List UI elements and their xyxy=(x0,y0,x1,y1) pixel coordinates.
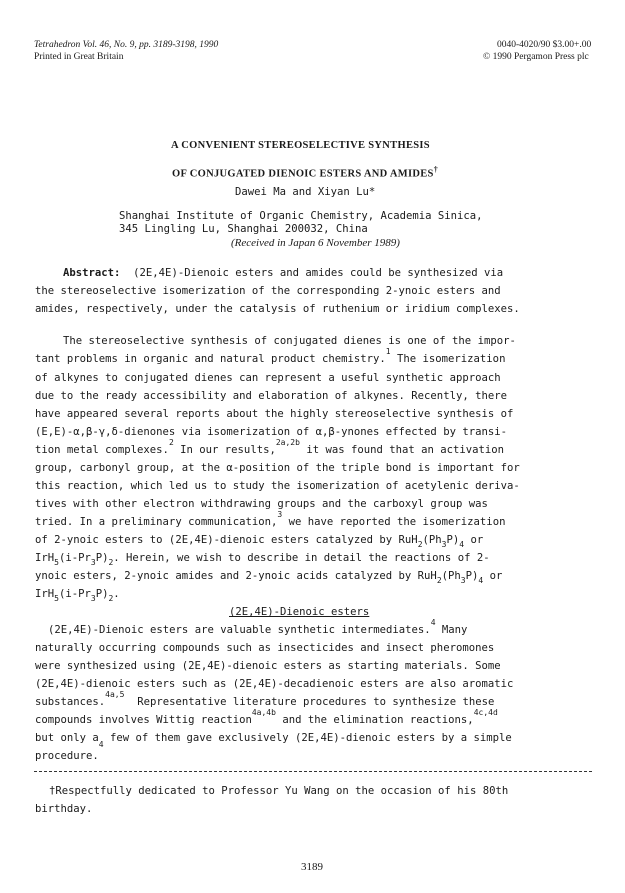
abstract-line-2: the stereoselective isomerization of the corresponding 2-ynoic esters and xyxy=(35,285,501,297)
ref-4c-4d: 4c,4d xyxy=(473,708,498,717)
intro-line-12-d: or xyxy=(470,534,484,546)
intro-line-15-c: P) xyxy=(95,588,109,600)
section-line-7-b: few of them gave exclusively (2E,4E)-dienoic esters by a simple xyxy=(110,732,512,744)
ref-4: 4 xyxy=(430,618,436,627)
ref-4a-4b: 4a,4b xyxy=(251,708,276,717)
printed-in: Printed in Great Britain xyxy=(34,52,124,62)
intro-line-6: (E,E)-α,β-γ,δ-dienones via isomerization of α,β-ynones effected by transi- xyxy=(35,426,507,438)
intro-line-7-c: it was found that an activation xyxy=(306,444,505,456)
ref-2a-2b: 2a,2b xyxy=(275,438,300,447)
sub-5: 5 xyxy=(54,558,59,567)
intro-line-3: of alkynes to conjugated dienes can represent a useful synthetic approach xyxy=(35,372,501,384)
intro-line-12-b: (Ph xyxy=(422,534,442,546)
footnote-line-1: †Respectfully dedicated to Professor Yu Wang on the occasion of his 80th xyxy=(49,785,509,797)
sub-3: 3 xyxy=(441,540,447,549)
abstract-line-3: amides, respectively, under the catalysis of ruthenium or iridium complexes. xyxy=(35,303,520,315)
journal-citation: Tetrahedron Vol. 46, No. 9, pp. 3189-3198, 1990 xyxy=(34,40,219,50)
section-line-2: naturally occurring compounds such as insecticides and insect pheromones xyxy=(35,642,495,654)
section-line-5 xyxy=(35,690,495,708)
section-line-5-b: Representative literature procedures to synthesize these xyxy=(137,696,495,708)
intro-line-15-d: . xyxy=(113,588,120,600)
ref-4-low: 4 xyxy=(98,740,104,749)
abstract-line-1 xyxy=(63,267,503,279)
intro-line-5: have appeared several reports about the highly stereoselective synthesis of xyxy=(35,408,514,420)
ref-1: 1 xyxy=(385,347,391,356)
intro-line-15-a: IrH xyxy=(35,588,55,600)
section-line-6-b: and the elimination reactions, xyxy=(282,714,474,726)
footnote-divider xyxy=(34,771,592,772)
affiliation-line-1: Shanghai Institute of Organic Chemistry, Academia Sinica, xyxy=(119,210,483,222)
intro-line-2-end: The isomerization xyxy=(397,353,506,365)
intro-line-2-text: tant problems in organic and natural product chemistry. xyxy=(35,353,386,365)
section-line-6-a: compounds involves Wittig reaction xyxy=(35,714,252,726)
sub-3: 3 xyxy=(90,558,96,567)
ref-2: 2 xyxy=(168,438,174,447)
title-dagger: † xyxy=(433,165,439,174)
section-line-1 xyxy=(48,618,468,636)
intro-line-12-c: P) xyxy=(446,534,460,546)
intro-line-12 xyxy=(35,534,484,549)
intro-line-15-b: (i-Pr xyxy=(58,588,91,600)
ref-4a-5: 4a,5 xyxy=(105,690,125,699)
copyright: © 1990 Pergamon Press plc xyxy=(483,52,589,62)
section-line-7 xyxy=(35,732,512,749)
ref-3: 3 xyxy=(277,510,283,519)
intro-line-11-a: tried. In a preliminary communication, xyxy=(35,516,278,528)
authors: Dawei Ma and Xiyan Lu* xyxy=(235,186,376,198)
section-line-4: (2E,4E)-dienoic esters such as (2E,4E)-decadienoic esters are also aromatic xyxy=(35,678,514,690)
footnote-line-2: birthday. xyxy=(35,803,93,815)
price-code: 0040-4020/90 $3.00+.00 xyxy=(497,40,592,50)
sub-2: 2 xyxy=(108,558,114,567)
intro-line-7 xyxy=(35,438,505,456)
intro-line-14-b: (Ph xyxy=(441,570,461,582)
intro-line-12-a: of 2-ynoic esters to (2E,4E)-dienoic esters catalyzed by RuH xyxy=(35,534,418,546)
intro-line-14 xyxy=(35,570,503,585)
affiliation-line-2: 345 Lingling Lu, Shanghai 200032, China xyxy=(119,223,368,235)
section-line-3: were synthesized using (2E,4E)-dienoic esters as starting materials. Some xyxy=(35,660,501,672)
intro-line-7-b: In our results, xyxy=(180,444,276,456)
title-line-1: A CONVENIENT STEREOSELECTIVE SYNTHESIS xyxy=(171,140,430,151)
section-line-1-end: Many xyxy=(441,624,468,636)
section-line-5-a: substances. xyxy=(35,696,106,708)
intro-line-14-c: P) xyxy=(465,570,479,582)
intro-line-10: tives with other electron withdrawing groups and the carboxyl group was xyxy=(35,498,488,510)
intro-line-13-d: . Herein, we wish to describe in detail the reactions of 2- xyxy=(113,552,490,564)
abstract-text-1: (2E,4E)-Dienoic esters and amides could be synthesized via xyxy=(133,267,504,279)
intro-line-15 xyxy=(35,588,120,603)
title-line-2 xyxy=(172,165,438,180)
intro-line-11-b: we have reported the isomerization xyxy=(288,516,506,528)
sub-3: 3 xyxy=(90,594,96,603)
abstract-label: Abstract: xyxy=(63,267,121,279)
sub-2: 2 xyxy=(436,576,442,585)
intro-line-13-b: (i-Pr xyxy=(58,552,91,564)
received-date: (Received in Japan 6 November 1989) xyxy=(231,237,400,249)
section-line-8: procedure. xyxy=(35,750,99,762)
intro-line-1: The stereoselective synthesis of conjugated dienes is one of the impor- xyxy=(63,335,516,347)
intro-line-2 xyxy=(35,347,506,365)
intro-line-13-a: IrH xyxy=(35,552,55,564)
intro-line-7-a: tion metal complexes. xyxy=(35,444,169,456)
section-line-6 xyxy=(35,708,498,726)
intro-line-8: group, carbonyl group, at the α-position of the triple bond is important for xyxy=(35,462,520,474)
intro-line-14-a: ynoic esters, 2-ynoic amides and 2-ynoic acids catalyzed by RuH xyxy=(35,570,437,582)
sub-4: 4 xyxy=(459,540,465,549)
intro-line-4: due to the ready accessibility and elaboration of alkynes. Recently, there xyxy=(35,390,507,402)
intro-line-14-d: or xyxy=(489,570,503,582)
sub-3: 3 xyxy=(460,576,466,585)
page-number: 3189 xyxy=(301,861,323,873)
intro-line-13 xyxy=(35,552,490,567)
intro-line-13-c: P) xyxy=(95,552,109,564)
section-line-7-a: but only a xyxy=(35,732,99,744)
section-line-1-text: (2E,4E)-Dienoic esters are valuable synthetic intermediates. xyxy=(48,624,431,636)
title-line-2-text: OF CONJUGATED DIENOIC ESTERS AND AMIDES xyxy=(172,168,434,180)
sub-4: 4 xyxy=(478,576,484,585)
intro-line-11 xyxy=(35,510,506,528)
sub-2: 2 xyxy=(108,594,114,603)
section-heading: (2E,4E)-Dienoic esters xyxy=(229,606,370,618)
sub-2: 2 xyxy=(417,540,423,549)
sub-5: 5 xyxy=(54,594,59,603)
intro-line-9: this reaction, which led us to study the isomerization of acetylenic deriva- xyxy=(35,480,520,492)
